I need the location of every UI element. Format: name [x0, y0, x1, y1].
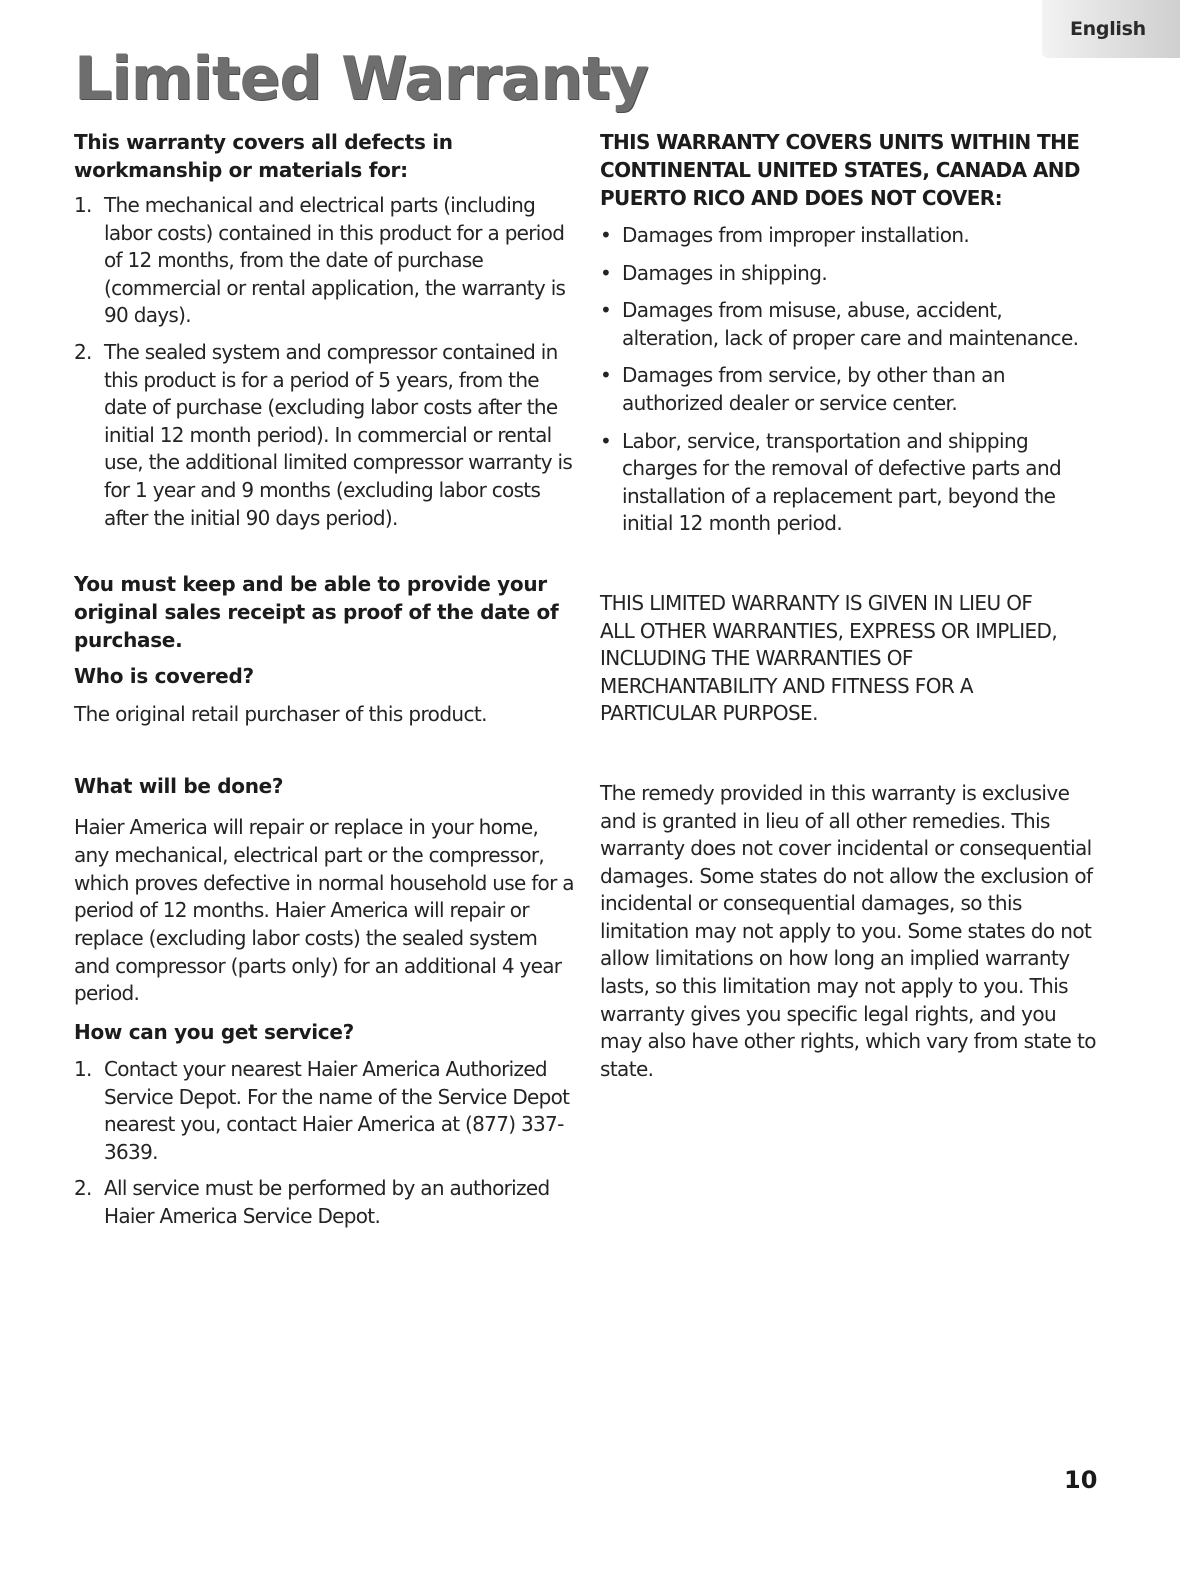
limited-warranty-statement: THIS LIMITED WARRANTY IS GIVEN IN LIEU OF ALL OTHER WARRANTIES, EXPRESS OR IMPLIED, INCLUDING THE WARRANTIES OF MERCHANTABILITY AND FITNESS FOR A PARTICULAR PURPOSE.: [600, 590, 1058, 726]
how-heading: How can you get service?: [74, 1020, 354, 1045]
exclusion-item: [600, 362, 1100, 417]
service-steps-list: [74, 1056, 574, 1231]
page-title: Limited Warranty: [74, 44, 648, 114]
not-cover-heading: THIS WARRANTY COVERS UNITS WITHIN THE CONTINENTAL UNITED STATES, CANADA AND PUERTO RICO AND DOES NOT COVER:: [600, 130, 1080, 210]
exclusion-item: [600, 222, 1100, 250]
service-step: [74, 1056, 574, 1166]
exclusion-item: [600, 428, 1100, 538]
covers-item-text: The sealed system and compressor contained in this product is for a period of 5 years, from the date of purchase (excluding labor costs after the initial 12 month period). In commercial or rental use, the additional limited compressor warranty is for 1 year and 9 months (excluding labor costs after the initial 90 days period).: [104, 339, 573, 530]
who-heading: Who is covered?: [74, 664, 254, 689]
remedy-text: The remedy provided in this warranty is exclusive and is granted in lieu of all other remedies. This warranty does not cover incidental or consequential damages. Some states do not allow the exclusion of incidental or consequential damages, so this limitation may not apply to you. Some states do not allow limitations on how long an implied warranty lasts, so this limitation may not apply to you. This warranty gives you specific legal rights, and you may also have other rights, which vary from state to state.: [600, 780, 1096, 1081]
exclusion-item: [600, 297, 1100, 352]
language-label: English: [1070, 18, 1146, 40]
what-text: Haier America will repair or replace in your home, any mechanical, electrical part or the compressor, which proves defective in normal household use for a period of 12 months. Haier America will repair or replace (excluding labor costs) the sealed system and compressor (parts only) for an additional 4 year period.: [74, 815, 574, 1006]
bullet-icon: •: [600, 363, 612, 388]
left-column: [74, 128, 574, 1231]
what-heading: What will be done?: [74, 774, 284, 799]
bullet-icon: •: [600, 428, 612, 453]
covers-item: [74, 339, 574, 532]
exclusion-text: Damages in shipping.: [622, 260, 828, 285]
service-step-number: 2.: [74, 1176, 92, 1201]
receipt-notice: You must keep and be able to provide your original sales receipt as proof of the date of purchase.: [74, 572, 559, 653]
bullet-icon: •: [600, 223, 612, 247]
page-number: 10: [1064, 1466, 1098, 1494]
covers-item-number: 1.: [74, 193, 92, 217]
who-text: The original retail purchaser of this product.: [74, 702, 487, 727]
exclusion-item: [600, 260, 1100, 288]
bullet-icon: •: [600, 260, 612, 285]
service-step-text: Contact your nearest Haier America Authorized Service Depot. For the name of the Service Depot nearest you, contact Haier America at (877) 337-3639.: [104, 1057, 570, 1164]
covers-item-text: The mechanical and electrical parts (including labor costs) contained in this product for a period of 12 months, from the date of purchase (commercial or rental application, the warranty is 90 days).: [104, 193, 566, 328]
right-column: [600, 128, 1100, 1083]
covers-item: [74, 192, 574, 330]
covers-heading: This warranty covers all defects in workmanship or materials for:: [74, 130, 453, 182]
exclusion-text: Damages from misuse, abuse, accident, alteration, lack of proper care and maintenance.: [622, 298, 1079, 350]
service-step: [74, 1175, 574, 1230]
exclusions-list: [600, 222, 1100, 538]
exclusion-text: Labor, service, transportation and shipping charges for the removal of defective parts and installation of a replacement part, beyond the initial 12 month period.: [622, 428, 1062, 536]
language-tab: [1042, 0, 1180, 58]
covers-item-number: 2.: [74, 339, 92, 364]
covers-list: [74, 192, 574, 532]
bullet-icon: •: [600, 298, 612, 323]
exclusion-text: Damages from improper installation.: [622, 223, 970, 247]
service-step-number: 1.: [74, 1057, 92, 1082]
service-step-text: All service must be performed by an authorized Haier America Service Depot.: [104, 1176, 550, 1229]
exclusion-text: Damages from service, by other than an authorized dealer or service center.: [622, 363, 1005, 415]
